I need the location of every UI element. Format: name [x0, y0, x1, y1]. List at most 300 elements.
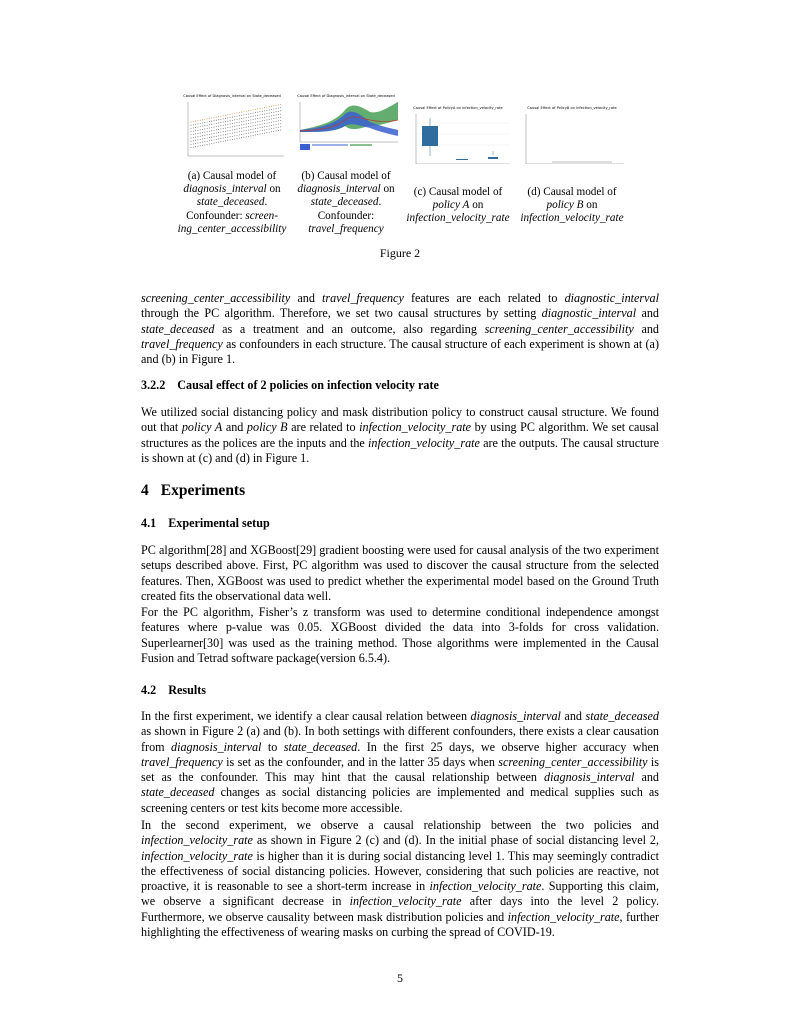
scatter-point: [246, 111, 247, 112]
scatter-point: [216, 123, 217, 124]
scatter-point: [241, 118, 242, 119]
scatter-point: [255, 109, 256, 110]
scatter-point: [214, 139, 215, 140]
scatter-point: [260, 114, 261, 115]
scatter-point: [266, 116, 267, 117]
scatter-point: [195, 124, 196, 125]
plot-b-title: Causal Effect of Diagnosis_interval on State_deceased: [297, 94, 395, 98]
scatter-point: [269, 129, 270, 130]
scatter-point: [214, 130, 215, 131]
scatter-point: [262, 111, 263, 112]
scatter-point: [273, 121, 274, 122]
scatter-point: [232, 136, 233, 137]
scatter-point: [255, 125, 256, 126]
scatter-point: [220, 135, 221, 136]
scatter-point: [271, 115, 272, 116]
scatter-point: [220, 119, 221, 120]
section-4-2-heading: 4.2 Results: [141, 683, 206, 697]
scatter-point: [202, 129, 203, 130]
scatter-point: [241, 115, 242, 116]
scatter-point: [195, 127, 196, 128]
plot-a-title: Causal Effect of Diagnosis_interval on State_deceased: [183, 94, 281, 98]
scatter-point: [230, 127, 231, 128]
scatter-point: [225, 118, 226, 119]
plot-c-title: Causal Effect of PolicyA on infection_velocity_rate: [413, 106, 503, 110]
scatter-point: [246, 130, 247, 131]
scatter-point: [197, 127, 198, 128]
scatter-point: [278, 111, 279, 112]
scatter-point: [250, 119, 251, 120]
scatter-point: [280, 104, 281, 105]
scatter-point: [204, 144, 205, 145]
scatter-point: [230, 130, 231, 131]
scatter-point: [239, 122, 240, 123]
scatter-point: [227, 127, 228, 128]
scatter-point: [248, 117, 249, 118]
scatter-point: [234, 135, 235, 136]
scatter-point: [280, 110, 281, 111]
scatter-point: [207, 118, 208, 119]
scatter-point: [253, 122, 254, 123]
scatter-point: [246, 124, 247, 125]
scatter-point: [241, 121, 242, 122]
subfigure-c: [402, 92, 514, 164]
caption-b: (b) Causal model of diagnosis_interval on state_deceased. Confounder: travel_frequency: [297, 170, 395, 235]
scatter-point: [262, 127, 263, 128]
scatter-point: [230, 114, 231, 115]
scatter-point: [248, 123, 249, 124]
scatter-point: [209, 134, 210, 135]
scatter-point: [271, 106, 272, 107]
scatter-point: [260, 124, 261, 125]
scatter-point: [207, 138, 208, 139]
scatter-point: [197, 146, 198, 147]
scatter-point: [232, 120, 233, 121]
scatter-point: [271, 125, 272, 126]
scatter-point: [202, 145, 203, 146]
scatter-point: [193, 121, 194, 122]
scatter-point: [232, 139, 233, 140]
scatter-point: [195, 137, 196, 138]
scatter-point: [253, 132, 254, 133]
scatter-point: [211, 130, 212, 131]
scatter-point: [280, 114, 281, 115]
scatter-point: [237, 113, 238, 114]
scatter-point: [262, 114, 263, 115]
scatter-point: [255, 131, 256, 132]
scatter-point: [243, 127, 244, 128]
scatter-point: [266, 129, 267, 130]
scatter-point: [227, 114, 228, 115]
scatter-point: [276, 115, 277, 116]
plot-d: [516, 92, 628, 164]
scatter-point: [276, 111, 277, 112]
scatter-point: [193, 144, 194, 145]
scatter-point: [193, 128, 194, 129]
scatter-point: [237, 138, 238, 139]
scatter-point: [193, 137, 194, 138]
scatter-point: [216, 129, 217, 130]
bar-blue-2: [312, 144, 348, 146]
scatter-point: [232, 117, 233, 118]
scatter-point: [266, 132, 267, 133]
scatter-point: [253, 113, 254, 114]
scatter-point: [262, 130, 263, 131]
scatter-point: [266, 113, 267, 114]
scatter-point: [239, 119, 240, 120]
scatter-point: [204, 132, 205, 133]
scatter-point: [223, 125, 224, 126]
scatter-point: [232, 123, 233, 124]
scatter-point: [204, 125, 205, 126]
scatter-point: [214, 143, 215, 144]
scatter-point: [191, 134, 192, 135]
scatter-point: [264, 133, 265, 134]
scatter-point: [276, 124, 277, 125]
scatter-point: [250, 135, 251, 136]
scatter-point: [260, 121, 261, 122]
box-b: [456, 159, 468, 160]
scatter-point: [250, 116, 251, 117]
scatter-point: [262, 124, 263, 125]
scatter-point: [232, 133, 233, 134]
scatter-point: [200, 133, 201, 134]
scatter-point: [253, 129, 254, 130]
scatter-point: [255, 122, 256, 123]
scatter-point: [211, 137, 212, 138]
scatter-point: [280, 117, 281, 118]
scatter-point: [260, 108, 261, 109]
scatter-point: [191, 131, 192, 132]
scatter-point: [223, 131, 224, 132]
scatter-point: [211, 134, 212, 135]
scatter-point: [191, 128, 192, 129]
scatter-point: [241, 128, 242, 129]
scatter-point: [276, 131, 277, 132]
scatter-point: [216, 133, 217, 134]
scatter-point: [250, 113, 251, 114]
scatter-point: [191, 147, 192, 148]
scatter-point: [220, 122, 221, 123]
scatter-point: [234, 113, 235, 114]
section-4-heading: 4 Experiments: [141, 482, 246, 499]
figure-label: Figure 2: [379, 246, 421, 260]
scatter-point: [243, 137, 244, 138]
scatter-point: [266, 123, 267, 124]
bar-green: [350, 144, 372, 146]
scatter-point: [218, 116, 219, 117]
scatter-point: [248, 136, 249, 137]
scatter-point: [214, 127, 215, 128]
scatter-point: [230, 140, 231, 141]
scatter-point: [218, 135, 219, 136]
scatter-point: [204, 135, 205, 136]
scatter-point: [257, 109, 258, 110]
scatter-point: [257, 131, 258, 132]
section-4-2-para-1: In the first experiment, we identify a clear causal relation between diagnosis_interval and state_deceased as shown in Figure 2 (a) and (b). In both settings with different confounders, there exists a clear causation from diagnosis_interval to state_deceased. In the first 25 days, we observe higher accuracy when travel_frequency is set as the confounder, and in the latter 35 days when screening_center_accessibility is set as the confounder. This may hint that the causal relationship between diagnosis_interval and state_deceased changes as social distancing policies are implemented and medical supplies such as screening centers or test kits become more accessible.: [141, 709, 659, 815]
scatter-point: [225, 115, 226, 116]
scatter-point: [211, 118, 212, 119]
scatter-point: [253, 135, 254, 136]
scatter-point: [227, 121, 228, 122]
scatter-point: [220, 132, 221, 133]
scatter-point: [204, 141, 205, 142]
scatter-point: [207, 141, 208, 142]
scatter-point: [239, 125, 240, 126]
scatter-point: [269, 113, 270, 114]
scatter-point: [248, 133, 249, 134]
scatter-point: [273, 131, 274, 132]
scatter-point: [241, 134, 242, 135]
scatter-point: [216, 139, 217, 140]
scatter-point: [246, 120, 247, 121]
scatter-point: [273, 105, 274, 106]
scatter-point: [269, 122, 270, 123]
scatter-point: [264, 130, 265, 131]
scatter-point: [216, 142, 217, 143]
scatter-point: [209, 140, 210, 141]
scatter-point: [255, 115, 256, 116]
scatter-point: [220, 129, 221, 130]
scatter-point: [202, 119, 203, 120]
plot-d-title: Causal Effect of PolicyB on infection_velocity_rate: [527, 106, 617, 110]
scatter-point: [230, 117, 231, 118]
scatter-point: [250, 129, 251, 130]
section-3-2-2-heading: 3.2.2 Causal effect of 2 policies on infection velocity rate: [141, 378, 439, 392]
scatter-point: [225, 131, 226, 132]
scatter-point: [202, 142, 203, 143]
scatter-point: [278, 114, 279, 115]
scatter-point: [237, 116, 238, 117]
scatter-point: [278, 117, 279, 118]
scatter-point: [253, 109, 254, 110]
scatter-point: [214, 123, 215, 124]
scatter-point: [276, 127, 277, 128]
scatter-point: [230, 124, 231, 125]
bar-blue: [300, 144, 310, 150]
scatter-point: [276, 121, 277, 122]
scatter-point: [195, 133, 196, 134]
scatter-point: [227, 118, 228, 119]
scatter-point: [271, 109, 272, 110]
scatter-point: [271, 119, 272, 120]
scatter-point: [230, 136, 231, 137]
scatter-point: [214, 133, 215, 134]
scatter-point: [220, 125, 221, 126]
scatter-point: [191, 138, 192, 139]
scatter-point: [211, 124, 212, 125]
scatter-point: [243, 130, 244, 131]
scatter-point: [239, 138, 240, 139]
scatter-point: [230, 120, 231, 121]
scatter-point: [209, 131, 210, 132]
scatter-point: [225, 128, 226, 129]
scatter-point: [209, 121, 210, 122]
scatter-point: [237, 132, 238, 133]
scatter-point: [200, 123, 201, 124]
scatter-point: [207, 128, 208, 129]
scatter-point: [204, 138, 205, 139]
scatter-point: [273, 118, 274, 119]
scatter-point: [262, 120, 263, 121]
scatter-point: [207, 144, 208, 145]
scatter-point: [262, 133, 263, 134]
scatter-point: [197, 130, 198, 131]
scatter-point: [207, 131, 208, 132]
scatter-point: [257, 118, 258, 119]
scatter-point: [216, 117, 217, 118]
scatter-point: [269, 132, 270, 133]
scatter-point: [214, 120, 215, 121]
scatter-point: [200, 126, 201, 127]
scatter-point: [202, 126, 203, 127]
scatter-point: [253, 125, 254, 126]
scatter-point: [216, 126, 217, 127]
scatter-point: [223, 141, 224, 142]
scatter-point: [197, 143, 198, 144]
scatter-point: [248, 126, 249, 127]
scatter-point: [273, 128, 274, 129]
scatter-point: [280, 130, 281, 131]
scatter-point: [250, 132, 251, 133]
scatter-point: [273, 109, 274, 110]
scatter-point: [218, 123, 219, 124]
scatter-point: [200, 129, 201, 130]
scatter-point: [280, 107, 281, 108]
scatter-point: [250, 126, 251, 127]
scatter-point: [260, 130, 261, 131]
scatter-point: [218, 132, 219, 133]
scatter-point: [209, 137, 210, 138]
scatter-point: [197, 120, 198, 121]
scatter-point: [260, 118, 261, 119]
scatter-point: [278, 130, 279, 131]
scatter-point: [271, 112, 272, 113]
scatter-point: [195, 140, 196, 141]
scatter-point: [246, 117, 247, 118]
scatter-point: [255, 128, 256, 129]
scatter-point: [248, 120, 249, 121]
scatter-point: [260, 127, 261, 128]
scatter-point: [241, 124, 242, 125]
scatter-point: [246, 136, 247, 137]
scatter-point: [243, 118, 244, 119]
scatter-point: [211, 140, 212, 141]
scatter-point: [269, 116, 270, 117]
scatter-point: [234, 126, 235, 127]
scatter-point: [207, 134, 208, 135]
scatter-point: [218, 142, 219, 143]
scatter-point: [223, 115, 224, 116]
scatter-point: [241, 137, 242, 138]
scatter-point: [278, 124, 279, 125]
scatter-point: [209, 128, 210, 129]
section-4-1-para-2: For the PC algorithm, Fisher’s z transform was used to determine conditional independence amongst features where p-value was 0.05. XGBoost divided the data into 3-folds for cross validation. Superlearner[30] was used as the training method. Those algorithms were implemented in the Causal Fusion and Tetrad software package(version 6.5.4).: [141, 605, 659, 665]
figure-2: [176, 92, 624, 262]
scatter-point: [250, 123, 251, 124]
section-4-2-para-2: In the second experiment, we observe a causal relationship between the two policies and infection_velocity_rate as shown in Figure 2 (c) and (d). In the initial phase of social distancing level 2, infection_velocity_rate is higher than it is during social distancing level 1. This may seemingly contradict the effectiveness of social distancing policies. However, considering that such policies are reactive, not proactive, it is reasonable to see a short-term increase in infection_velocity_rate. Supporting this claim, we observe a significant decrease in infection_velocity_rate after days into the level 2 policy. Furthermore, we observe causality between mask distribution policies and infection_velocity_rate, further highlighting the effectiveness of wearing masks on curbing the spread of COVID-19.: [141, 818, 659, 940]
scatter-point: [237, 135, 238, 136]
scatter-point: [218, 119, 219, 120]
scatter-point: [227, 134, 228, 135]
scatter-point: [193, 140, 194, 141]
scatter-point: [269, 109, 270, 110]
scatter-point: [232, 113, 233, 114]
scatter-point: [280, 120, 281, 121]
scatter-point: [225, 124, 226, 125]
scatter-point: [278, 104, 279, 105]
scatter-point: [197, 136, 198, 137]
scatter-point: [250, 110, 251, 111]
scatter-point: [216, 136, 217, 137]
scatter-point: [262, 117, 263, 118]
scatter-point: [239, 115, 240, 116]
scatter-point: [239, 112, 240, 113]
scatter-point: [223, 138, 224, 139]
scatter-point: [273, 125, 274, 126]
scatter-point: [195, 143, 196, 144]
scatter-point: [237, 119, 238, 120]
scatter-point: [257, 134, 258, 135]
scatter-point: [255, 119, 256, 120]
scatter-point: [200, 142, 201, 143]
scatter-point: [234, 132, 235, 133]
plot-b: [290, 92, 402, 164]
scatter-point: [216, 120, 217, 121]
scatter-point: [264, 107, 265, 108]
scatter-point: [255, 112, 256, 113]
scatter-point: [276, 105, 277, 106]
scatter-point: [269, 106, 270, 107]
scatter-point: [227, 130, 228, 131]
scatter-point: [234, 116, 235, 117]
scatter-point: [246, 133, 247, 134]
scatter-point: [209, 124, 210, 125]
scatter-point: [239, 135, 240, 136]
scatter-point: [280, 123, 281, 124]
scatter-point: [218, 139, 219, 140]
scatter-point: [197, 133, 198, 134]
scatter-point: [193, 147, 194, 148]
scatter-point: [207, 122, 208, 123]
box-a: [422, 126, 438, 146]
scatter-point: [237, 129, 238, 130]
scatter-point: [278, 120, 279, 121]
page-number: 5: [397, 971, 403, 985]
scatter-point: [200, 120, 201, 121]
scatter-point: [200, 136, 201, 137]
scatter-point: [266, 120, 267, 121]
scatter-point: [232, 129, 233, 130]
scatter-point: [234, 129, 235, 130]
scatter-point: [202, 135, 203, 136]
scatter-point: [248, 130, 249, 131]
scatter-point: [246, 114, 247, 115]
scatter-point: [237, 122, 238, 123]
scatter-point: [225, 140, 226, 141]
scatter-point: [234, 119, 235, 120]
box-c: [488, 157, 498, 159]
scatter-point: [271, 122, 272, 123]
scatter-point: [193, 134, 194, 135]
scatter-point: [269, 119, 270, 120]
scatter-point: [214, 117, 215, 118]
scatter-point: [237, 125, 238, 126]
scatter-point: [255, 135, 256, 136]
section-4-1-para-1: PC algorithm[28] and XGBoost[29] gradient boosting were used for causal analysis of the two experiment setups described above. First, PC algorithm was used to discover the causal structure from the selected features. Then, XGBoost was used to predict whether the experimental model based on the Ground Truth created fits the observational data well.: [141, 543, 659, 603]
scatter-point: [227, 140, 228, 141]
scatter-point: [257, 115, 258, 116]
